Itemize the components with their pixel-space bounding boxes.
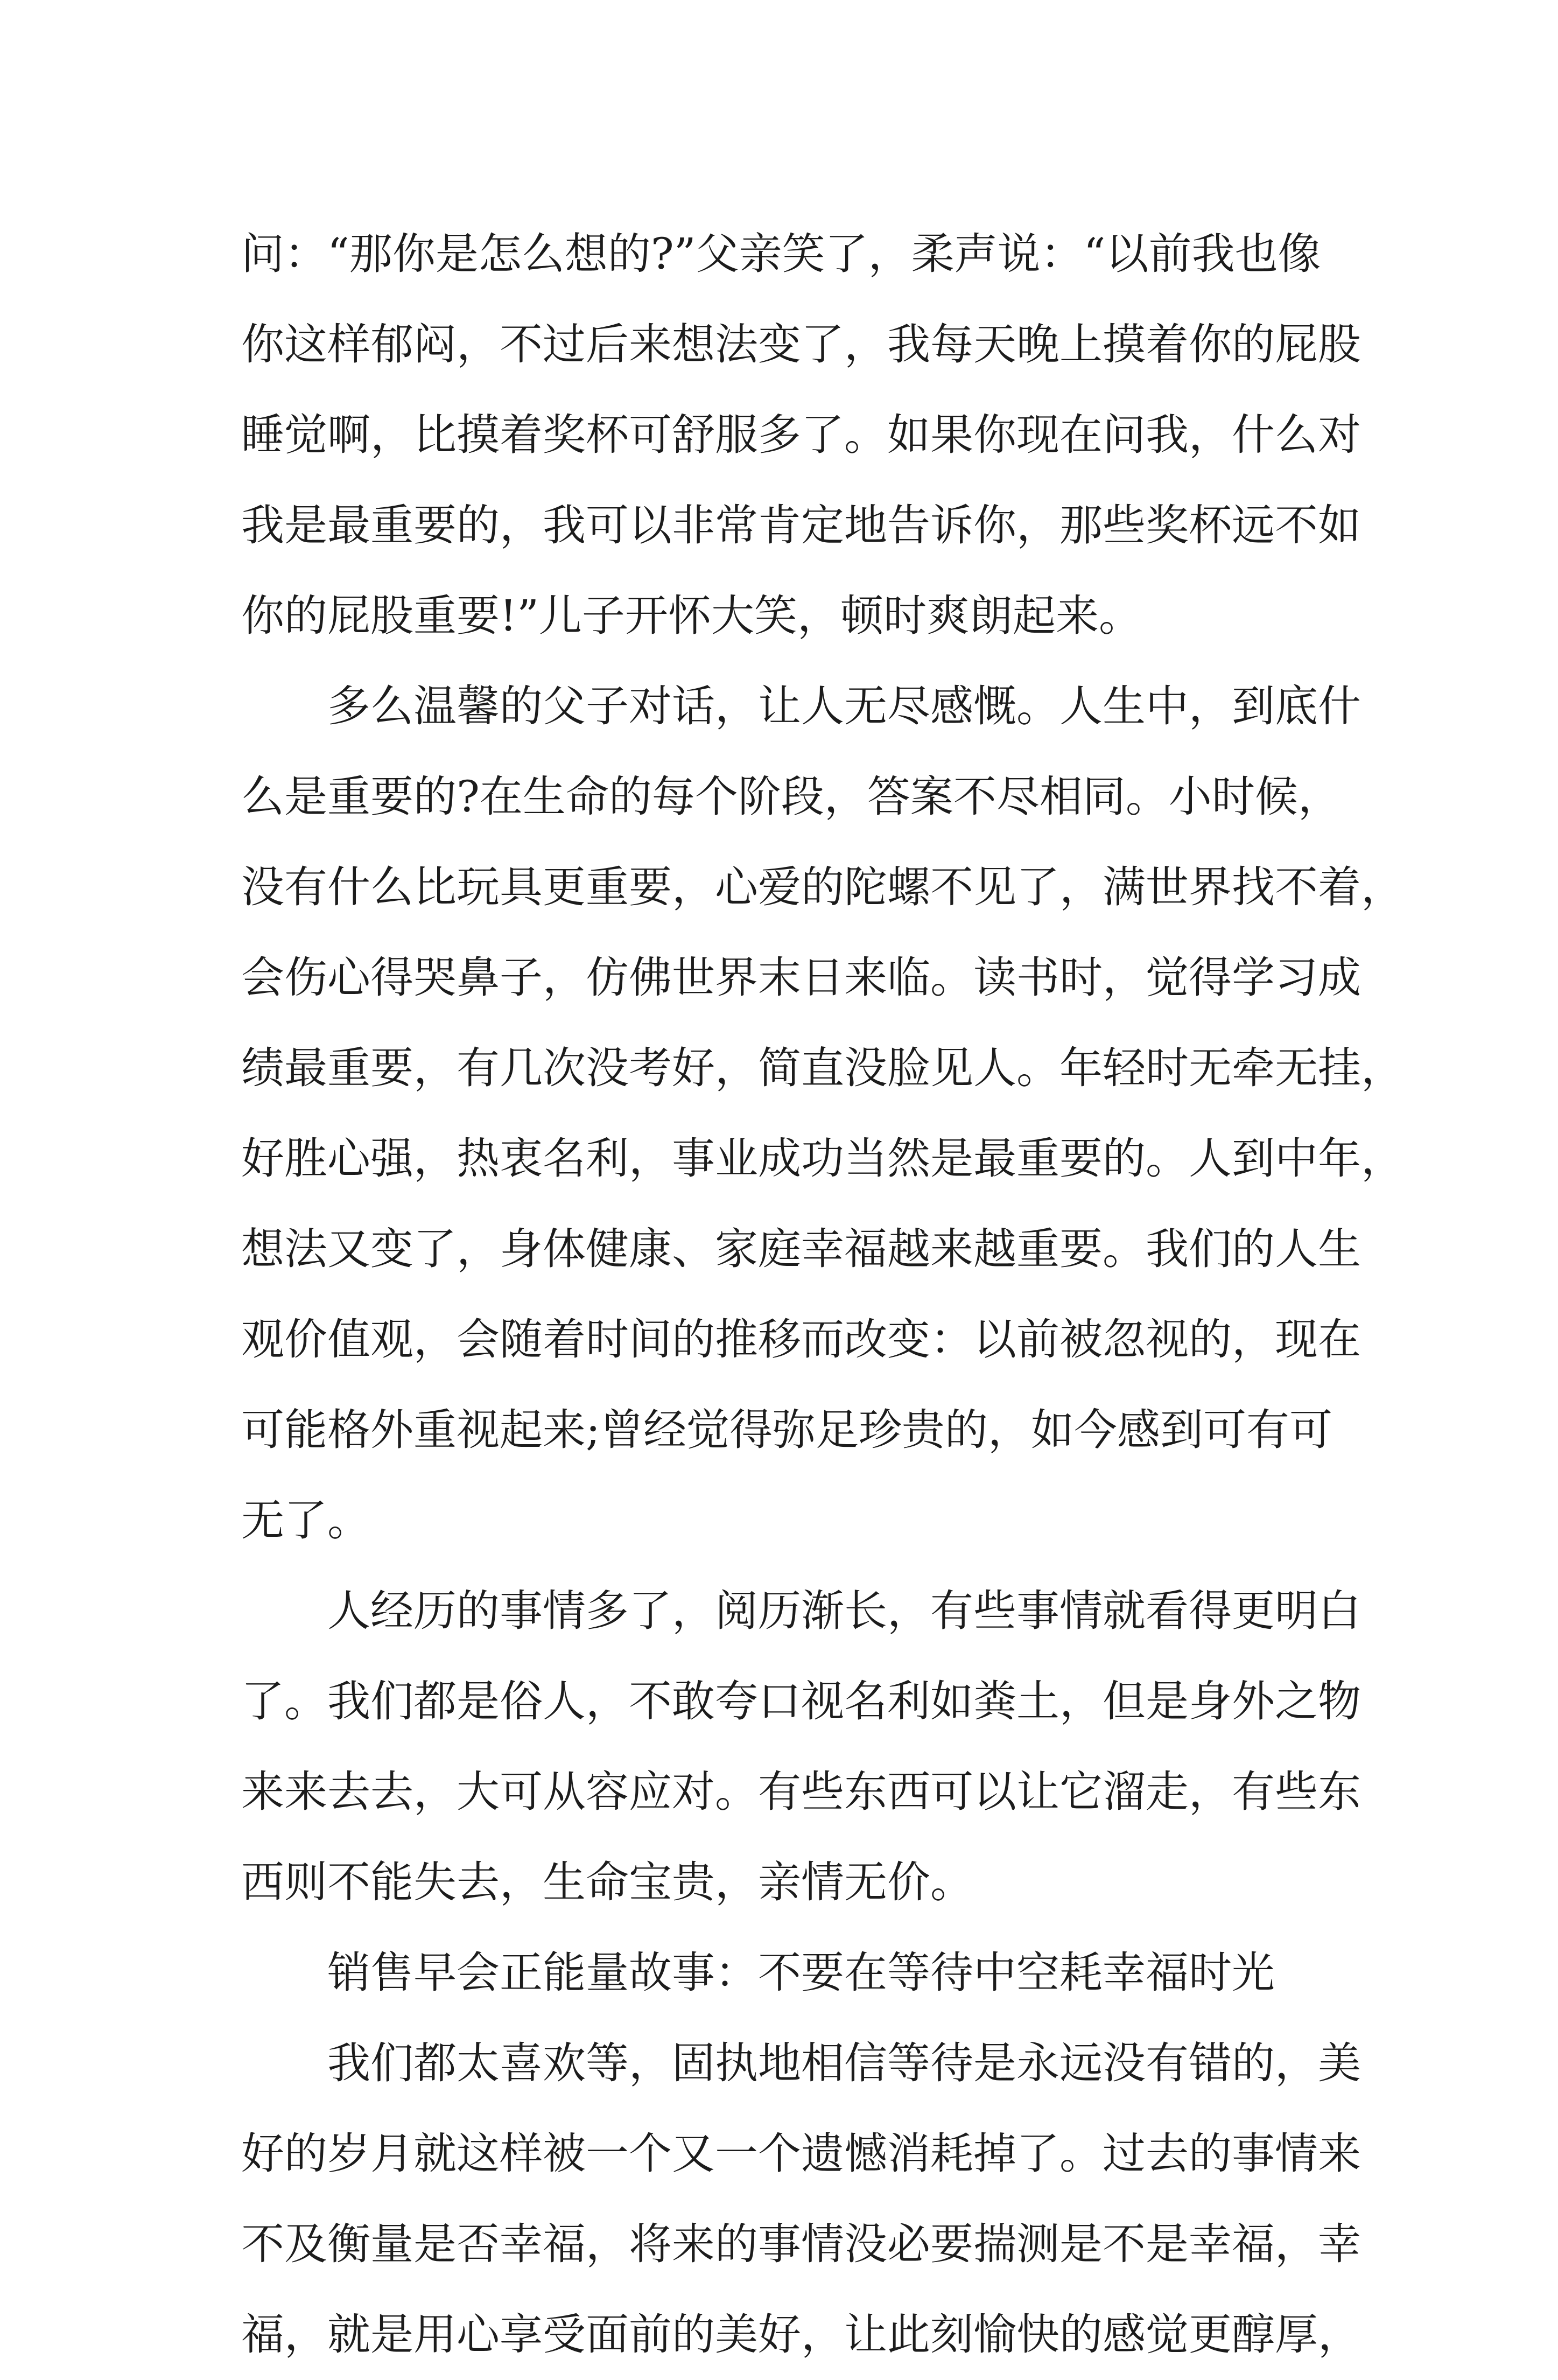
text-line: 观价值观，会随着时间的推移而改变：以前被忽视的，现在 bbox=[241, 1314, 1361, 1364]
text-line: 么是重要的?在生命的每个阶段，答案不尽相同。小时候， bbox=[241, 772, 1341, 822]
paragraph-first-line: 我们都太喜欢等，固执地相信等待是永远没有错的，美 bbox=[327, 2038, 1361, 2088]
text-line: 好胜心强，热衷名利，事业成功当然是最重要的。人到中年， bbox=[241, 1133, 1404, 1184]
paragraph-first-line: 人经历的事情多了，阅历渐长，有些事情就看得更明白 bbox=[327, 1586, 1361, 1636]
text-line: 不及衡量是否幸福，将来的事情没必要揣测是不是幸福，幸 bbox=[241, 2219, 1361, 2269]
text-line: 没有什么比玩具更重要，心爱的陀螺不见了，满世界找不着， bbox=[241, 862, 1404, 912]
text-line: 问：“那你是怎么想的?”父亲笑了，柔声说：“以前我也像 bbox=[241, 229, 1321, 279]
paragraph-first-line: 多么温馨的父子对话，让人无尽感慨。人生中，到底什 bbox=[327, 681, 1361, 731]
text-line: 我是最重要的，我可以非常肯定地告诉你，那些奖杯远不如 bbox=[241, 500, 1361, 550]
section-heading: 销售早会正能量故事：不要在等待中空耗幸福时光 bbox=[327, 1948, 1275, 1998]
text-line: 可能格外重视起来;曾经觉得弥足珍贵的，如今感到可有可 bbox=[241, 1405, 1332, 1455]
text-line: 睡觉啊，比摸着奖杯可舒服多了。如果你现在问我，什么对 bbox=[241, 410, 1361, 460]
body-text bbox=[241, 209, 1404, 2380]
text-line: 无了。 bbox=[241, 1495, 370, 1545]
text-line: 想法又变了，身体健康、家庭幸福越来越重要。我们的人生 bbox=[241, 1224, 1361, 1274]
text-line: 绩最重要，有几次没考好，简直没脸见人。年轻时无牵无挂， bbox=[241, 1043, 1404, 1093]
text-line: 福，就是用心享受面前的美好，让此刻愉快的感觉更醇厚， bbox=[241, 2309, 1361, 2360]
text-line: 来来去去，大可从容应对。有些东西可以让它溜走，有些东 bbox=[241, 1767, 1361, 1817]
text-line: 你的屁股重要!”儿子开怀大笑，顿时爽朗起来。 bbox=[241, 591, 1142, 641]
text-line: 会伤心得哭鼻子，仿佛世界末日来临。读书时，觉得学习成 bbox=[241, 953, 1361, 1003]
text-line: 了。我们都是俗人，不敢夸口视名利如粪土，但是身外之物 bbox=[241, 1676, 1361, 1726]
text-line: 好的岁月就这样被一个又一个遗憾消耗掉了。过去的事情来 bbox=[241, 2129, 1361, 2179]
text-line: 你这样郁闷，不过后来想法变了，我每天晚上摸着你的屁股 bbox=[241, 319, 1361, 369]
text-line: 西则不能失去，生命宝贵，亲情无价。 bbox=[241, 1857, 973, 1907]
